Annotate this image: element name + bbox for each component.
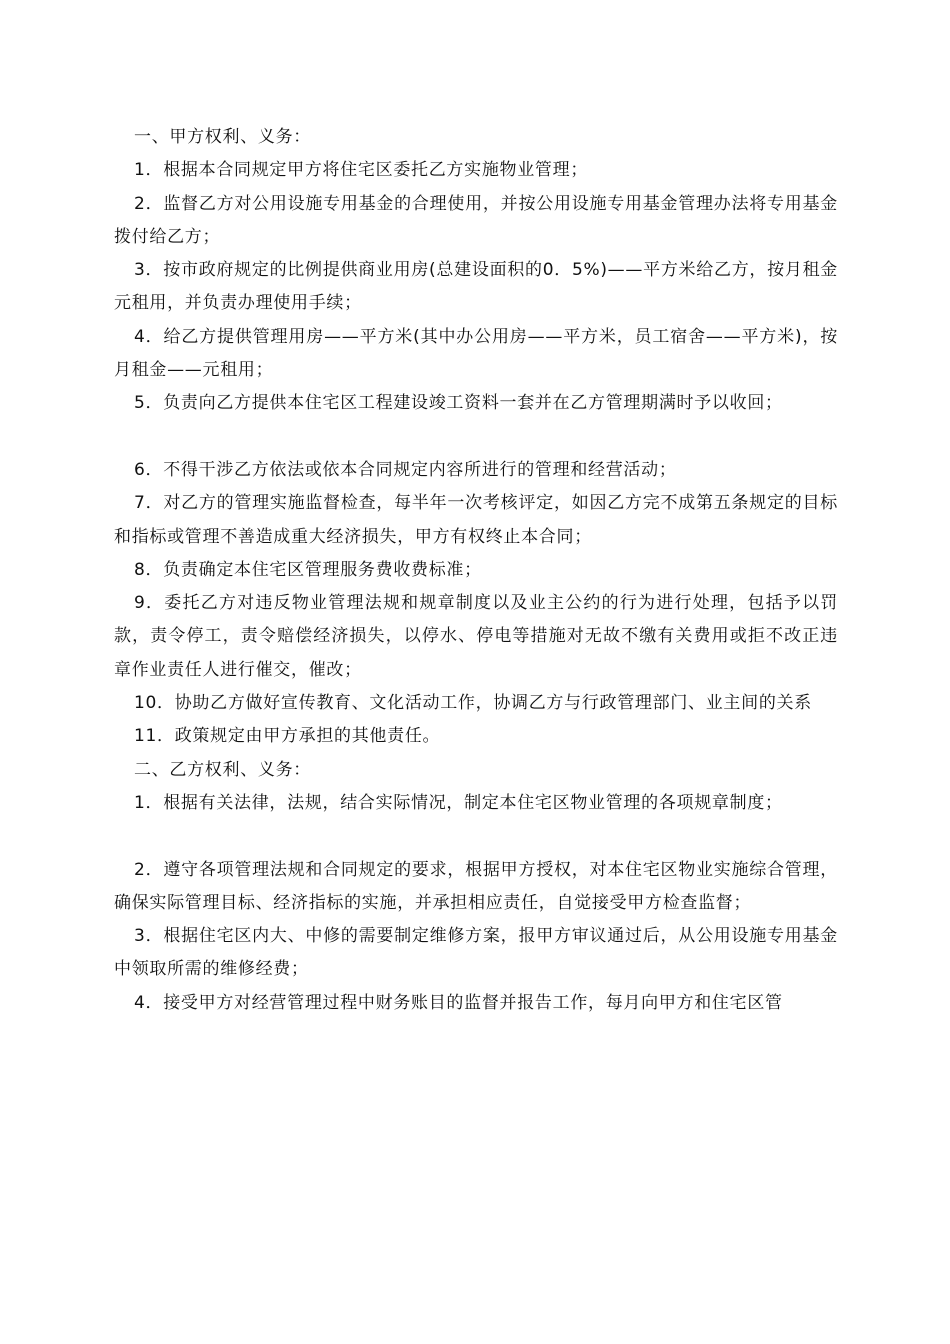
clause-a-5: 5．负责向乙方提供本住宅区工程建设竣工资料一套并在乙方管理期满时予以收回； bbox=[134, 393, 783, 414]
blank-line bbox=[114, 820, 838, 853]
clause-a-9: 9．委托乙方对违反物业管理法规和规章制度以及业主公约的行为进行处理，包括予以罚款，责令停工，责令赔偿经济损失，以停水、停电等措施对无故不缴有关费用或拒不改正违章作业责任人进行催交，催改； bbox=[114, 593, 838, 680]
clause-a-4: 4．给乙方提供管理用房——平方米(其中办公用房——平方米，员工宿舍——平方米)，按月租金——元租用； bbox=[114, 326, 838, 381]
clause-a-3: 3．按市政府规定的比例提供商业用房(总建设面积的0．5%)——平方米给乙方，按月租金 元租用，并负责办理使用手续； bbox=[114, 260, 838, 314]
clause-a-6: 6．不得干涉乙方依法或依本合同规定内容所进行的管理和经营活动； bbox=[134, 459, 677, 480]
clause-a-1: 1．根据本合同规定甲方将住宅区委托乙方实施物业管理； bbox=[134, 160, 589, 181]
clause-b-4: 4．接受甲方对经营管理过程中财务账目的监督并报告工作，每月向甲方和住宅区管 bbox=[134, 992, 783, 1013]
section-heading-party-b: 二、乙方权利、义务： bbox=[134, 759, 311, 780]
clause-b-2: 2．遵守各项管理法规和合同规定的要求，根据甲方授权，对本住宅区物业实施综合管理，确保实际管理目标、经济指标的实施，并承担相应责任，自觉接受甲方检查监督； bbox=[114, 859, 838, 913]
clause-a-8: 8．负责确定本住宅区管理服务费收费标准； bbox=[134, 559, 482, 580]
clause-b-3: 3．根据住宅区内大、中修的需要制定维修方案，报甲方审议通过后，从公用设施专用基金中领取所需的维修经费； bbox=[114, 926, 838, 980]
clause-a-10: 10．协助乙方做好宣传教育、文化活动工作，协调乙方与行政管理部门、业主间的关系 bbox=[134, 693, 812, 714]
contract-text bbox=[114, 121, 838, 1020]
clause-a-2: 2．监督乙方对公用设施专用基金的合理使用，并按公用设施专用基金管理办法将专用基金拨付给乙方； bbox=[114, 193, 838, 247]
section-heading-party-a: 一、甲方权利、义务： bbox=[134, 127, 311, 147]
clause-a-7: 7．对乙方的管理实施监督检查，每半年一次考核评定，如因乙方完不成第五条规定的目标和指标或管理不善造成重大经济损失，甲方有权终止本合同； bbox=[114, 493, 838, 547]
clause-b-1: 1．根据有关法律，法规，结合实际情况，制定本住宅区物业管理的各项规章制度； bbox=[134, 792, 783, 813]
clause-a-11: 11．政策规定由甲方承担的其他责任。 bbox=[134, 726, 441, 747]
blank-line bbox=[114, 421, 838, 454]
